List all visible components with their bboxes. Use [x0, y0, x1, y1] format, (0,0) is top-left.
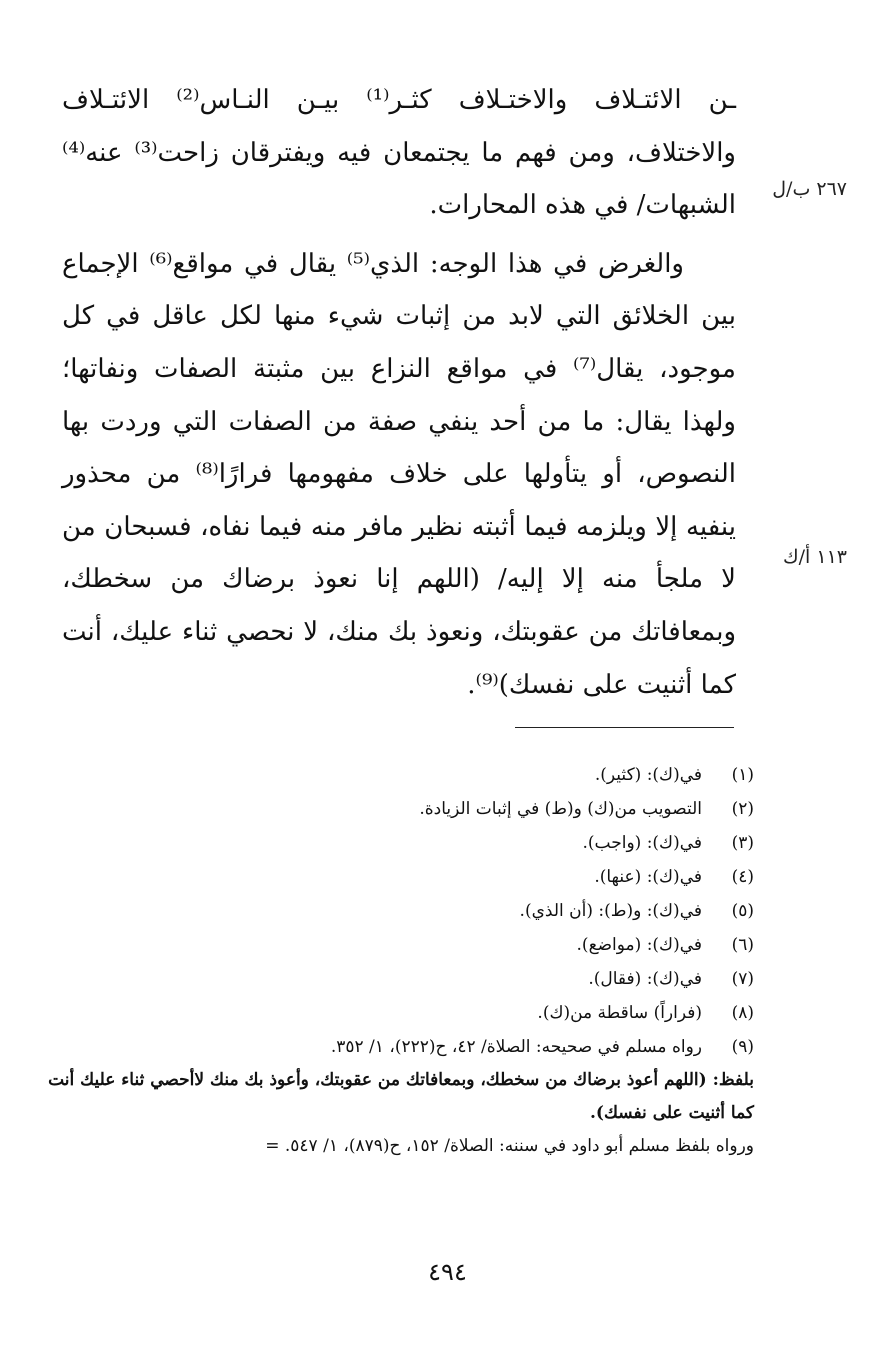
- footnote-number: (٨): [731, 1003, 754, 1023]
- footnote-text: التصويب من(ك) و(ط) في إثبات الزيادة.: [419, 799, 702, 819]
- footnote-number: (٩): [731, 1037, 754, 1057]
- footnote-number: (٣): [731, 833, 754, 853]
- footnote-number: (٤): [731, 867, 754, 887]
- footnote-number: (٥): [731, 901, 754, 921]
- footnote-9-quote: بلفظ: (اللهم أعوذ برضاك من سخطك، وبمعافاتك من عقوبتك، وأعوذ بك منك لاأحصي ثناء عليك أنت كما أثنيت على نفسك).: [48, 1070, 754, 1123]
- footnote-text: (فراراً) ساقطة من(ك).: [537, 1003, 702, 1023]
- footnote-text: في(ك): (فقال).: [588, 969, 702, 989]
- footnote-item: [40, 860, 754, 894]
- footnote-number: (١): [731, 765, 754, 785]
- footnote-text: في(ك): (واجب).: [582, 833, 702, 853]
- footnote-number: (٦): [731, 935, 754, 955]
- footnote-number: (٧): [731, 969, 754, 989]
- footnote-text: في(ك): (مواضع).: [576, 935, 702, 955]
- footnote-item: [40, 1030, 754, 1064]
- footnote-separator: [515, 727, 734, 728]
- footnote-item: [40, 826, 754, 860]
- footnote-item: [40, 928, 754, 962]
- footnote-item: [40, 894, 754, 928]
- footnote-item: [40, 758, 754, 792]
- footnote-number: (٢): [731, 799, 754, 819]
- main-paragraph-2: والغرض في هذا الوجه: الذي⁽⁵⁾ يقال في مواقع⁽⁶⁾ الإجماع بين الخلائق التي لابد من إثبات شيء منها لكل عاقل في كل موجود، يقال⁽⁷⁾ في مواقع النزاع بين مثبتة الصفات ونفاتها؛ ولهذا يقال: ما من أحد ينفي صفة من الصفات التي وردت بها النصوص، أو يتأولها على خلاف مفهومها فرارًا⁽⁸⁾ من محذور ينفيه إلا ويلزمه فيما أثبته نظير مافر منه فيما نفاه، فسبحان من لا ملجأ منه إلا إليه/ (اللهم إنا نعوذ برضاك من سخطك، وبمعافاتك من عقوبتك، ونعوذ بك منك، لا نحصي ثناء عليك، أنت كما أثنيت على نفسك)⁽⁹⁾.: [62, 248, 736, 700]
- margin-note-folio-267b: ٢٦٧ ب/ل: [772, 178, 847, 200]
- main-paragraph-1: ـن الائتـلاف والاختـلاف كثـر⁽¹⁾ بيـن النـاس⁽²⁾ الائتـلاف والاختلاف، ومن فهم ما يجتمعان فيه ويفترقان زاحت⁽³⁾ عنه⁽⁴⁾ الشبهات/ في هذه المحارات.: [62, 85, 736, 221]
- footnote-text: في(ك): (كثير).: [594, 765, 702, 785]
- footnote-item: [40, 792, 754, 826]
- margin-note-folio-113a: ١١٣ أ/ك: [782, 546, 847, 568]
- footnote-item: [40, 996, 754, 1030]
- footnotes-list: [40, 758, 754, 1163]
- footnote-text: في(ك): و(ط): (أن الذي).: [519, 901, 702, 921]
- footnote-item: [40, 962, 754, 996]
- footnote-9-abu-dawud: ورواه بلفظ مسلم أبو داود في سننه: الصلاة/ ١٥٢، ح(٨٧٩)، ١/ ٥٤٧. =: [265, 1136, 754, 1156]
- page-number: ٤٩٤: [428, 1258, 467, 1286]
- footnote-text: في(ك): (عنها).: [594, 867, 702, 887]
- footnote-text: رواه مسلم في صحيحه: الصلاة/ ٤٢، ح(٢٢٢)، ١/ ٣٥٢.: [330, 1037, 702, 1057]
- main-text-body: [62, 74, 736, 711]
